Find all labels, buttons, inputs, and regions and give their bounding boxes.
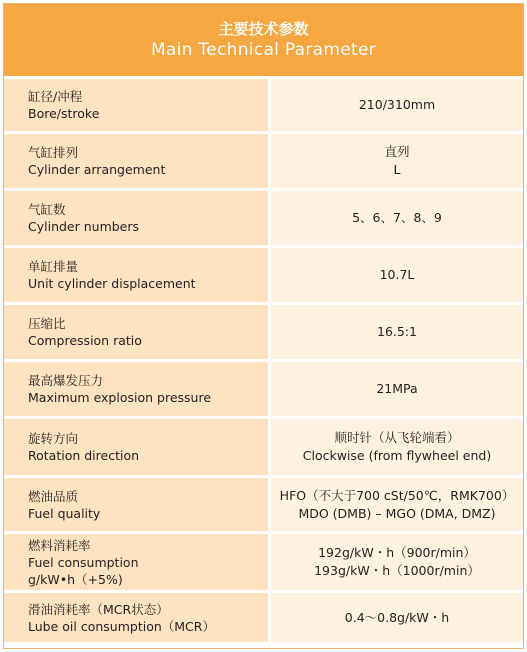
label-cn: 缸径/冲程	[28, 89, 83, 104]
parameter-label	[4, 305, 268, 359]
parameter-label	[4, 362, 268, 416]
parameter-value	[271, 305, 523, 359]
value-line-1: 直列	[384, 144, 410, 159]
technical-parameter-table	[3, 3, 524, 649]
parameter-label	[4, 478, 268, 531]
value-line-1: 210/310mm	[358, 97, 436, 112]
value-line-1: 0.4～0.8g/kW・h	[344, 609, 450, 625]
table-row	[4, 416, 523, 475]
value-line-1: HFO（不大于700 cSt/50℃，RMK700）	[279, 487, 515, 503]
label-en: Cylinder numbers	[28, 219, 140, 234]
parameter-value	[271, 134, 523, 188]
parameter-label	[4, 134, 268, 188]
value-line-1: 5、6、7、8、9	[352, 210, 442, 225]
label-cn: 气缸排列	[28, 145, 79, 160]
label-en-unit: g/kW•h（+5%)	[28, 571, 123, 587]
label-en: Rotation direction	[28, 448, 140, 463]
label-cn: 最高爆发压力	[28, 373, 104, 388]
parameter-value	[271, 534, 523, 590]
label-cn: 气缸数	[28, 202, 66, 217]
label-cn: 燃油品质	[28, 488, 79, 504]
table-row	[4, 188, 523, 245]
label-cn: 旋转方向	[28, 431, 79, 446]
table-row	[4, 302, 523, 359]
title-cn: 主要技术参数	[218, 20, 309, 38]
table-row	[4, 245, 523, 302]
parameter-value	[271, 478, 523, 531]
table-row	[4, 76, 523, 131]
value-line-2: 193g/kW・h（1000r/min）	[314, 563, 480, 578]
label-en: Maximum explosion pressure	[28, 390, 212, 405]
parameter-label	[4, 191, 268, 245]
parameter-label	[4, 593, 268, 642]
label-en: Fuel consumption	[28, 554, 139, 570]
value-line-1: 10.7L	[379, 267, 415, 282]
table-header	[4, 4, 523, 76]
parameter-value	[271, 79, 523, 131]
label-cn: 压缩比	[28, 316, 66, 331]
value-line-1: 192g/kW・h（900r/min）	[318, 545, 476, 560]
table-row	[4, 531, 523, 590]
label-en: Compression ratio	[28, 333, 142, 348]
parameter-label	[4, 248, 268, 302]
table-row	[4, 359, 523, 416]
label-cn: 单缸排量	[28, 259, 79, 274]
value-line-1: 16.5:1	[377, 324, 417, 339]
label-en: Fuel quality	[28, 505, 101, 521]
parameter-label	[4, 534, 268, 590]
parameter-label	[4, 419, 268, 475]
parameter-value	[271, 362, 523, 416]
value-line-2: MDO (DMB) – MGO (DMA, DMZ)	[298, 505, 496, 521]
parameter-value	[271, 191, 523, 245]
label-cn: 燃料消耗率	[28, 537, 91, 553]
parameter-value	[271, 593, 523, 642]
value-line-1: 顺时针（从飞轮端看）	[334, 430, 460, 445]
table-row	[4, 475, 523, 531]
table-row	[4, 131, 523, 188]
label-en: Lube oil consumption（MCR）	[28, 618, 215, 634]
label-cn: 滑油消耗率（MCR状态）	[28, 601, 169, 617]
value-line-2: Clockwise (from flywheel end)	[302, 448, 492, 463]
label-en: Cylinder arrangement	[28, 162, 166, 177]
table-row	[4, 590, 523, 642]
label-en: Bore/stroke	[28, 106, 100, 121]
title-en: Main Technical Parameter	[150, 40, 377, 60]
parameter-label	[4, 79, 268, 131]
value-line-1: 21MPa	[376, 381, 418, 396]
label-en: Unit cylinder displacement	[28, 276, 196, 291]
parameter-value	[271, 419, 523, 475]
parameter-value	[271, 248, 523, 302]
value-line-2: L	[393, 162, 401, 177]
